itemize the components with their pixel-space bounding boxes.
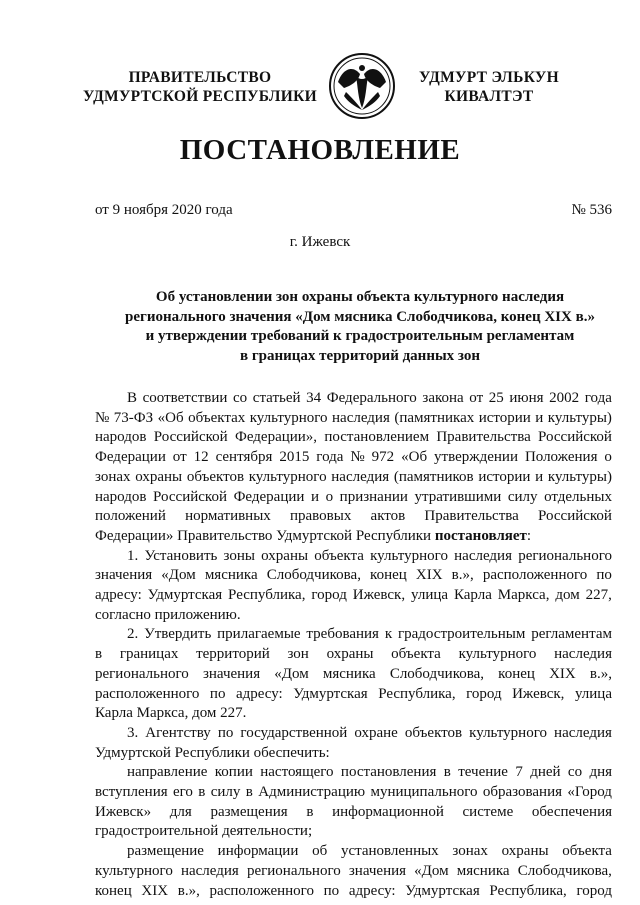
document-title: ПОСТАНОВЛЕНИЕ bbox=[179, 134, 461, 166]
body-line bbox=[95, 783, 612, 803]
body-line bbox=[95, 842, 612, 862]
document-number: № 536 bbox=[571, 202, 612, 218]
body-word: значения bbox=[202, 665, 261, 682]
body-word: город bbox=[466, 685, 502, 702]
body-word: отдельных bbox=[544, 488, 612, 505]
body-word: «Об bbox=[401, 449, 428, 466]
body-word: информационной bbox=[332, 803, 444, 820]
body-word: охраны bbox=[501, 843, 549, 860]
body-word: 1. bbox=[127, 547, 139, 564]
body-word: к bbox=[384, 626, 393, 643]
body-word: В bbox=[127, 390, 138, 406]
body-line bbox=[95, 704, 612, 724]
body-line bbox=[95, 547, 612, 567]
body-word: об bbox=[312, 843, 328, 860]
body-word: актов bbox=[370, 508, 406, 525]
body-word: истории bbox=[478, 468, 531, 485]
body-word: № bbox=[350, 449, 365, 466]
body-line bbox=[95, 685, 612, 705]
body-word: государственной bbox=[240, 724, 348, 741]
body-word: направление bbox=[127, 764, 208, 781]
body-word: охраны bbox=[135, 468, 183, 485]
body-word: XIX bbox=[415, 567, 443, 584]
body-word: народов bbox=[95, 429, 147, 446]
body-word: Утвердить bbox=[144, 626, 212, 643]
body-word: по bbox=[323, 882, 340, 899]
body-word: наследия bbox=[454, 547, 512, 564]
body-word: Администрацию bbox=[258, 784, 366, 801]
body-word: объекта bbox=[314, 547, 364, 564]
body-word: культурного bbox=[248, 468, 327, 485]
body-line bbox=[95, 606, 612, 626]
header-right-line2: КИВАЛТЭТ bbox=[444, 88, 534, 105]
body-word: требования bbox=[306, 626, 379, 643]
subject-line: Об установлении зон охраны объекта культурного наследия bbox=[155, 289, 565, 305]
body-line bbox=[95, 389, 612, 409]
government-name-udmurt bbox=[410, 68, 568, 106]
body-word: наследия bbox=[180, 862, 239, 879]
body-line bbox=[95, 409, 612, 429]
body-word: XIX bbox=[141, 882, 169, 899]
body-word: 2015 bbox=[279, 449, 310, 466]
body-word: территорий bbox=[196, 646, 270, 663]
body-word: Удмуртская bbox=[147, 587, 223, 604]
body-word: регионального bbox=[95, 665, 189, 682]
body-word: мясника bbox=[204, 567, 258, 584]
body-word: Российской bbox=[153, 429, 228, 446]
document-city: г. Ижевск bbox=[289, 234, 351, 250]
body-word: в bbox=[95, 646, 103, 663]
body-line bbox=[95, 566, 612, 586]
body-word: закона bbox=[422, 390, 464, 406]
body-word: Федерации bbox=[233, 488, 305, 505]
body-word: Слободчикова, bbox=[389, 665, 485, 682]
body-word: мясника bbox=[456, 862, 510, 879]
body-word: года bbox=[316, 449, 344, 466]
body-word: Российской bbox=[538, 429, 612, 446]
subject-line: и утверждении требований к градостроительным регламентам bbox=[145, 328, 575, 344]
body-word: постановлением bbox=[324, 429, 430, 446]
body-word: «Дом bbox=[161, 567, 196, 584]
subject-line: регионального значения «Дом мясника Слободчикова, конец XIX в.» bbox=[125, 308, 595, 325]
body-line bbox=[95, 882, 612, 902]
body-line-text: градостроительной деятельности; bbox=[95, 823, 313, 840]
body-word: значения bbox=[95, 567, 153, 584]
body-word: течение bbox=[458, 764, 508, 781]
body-line bbox=[95, 586, 612, 606]
body-word: адресу: bbox=[348, 882, 396, 899]
body-word: улица bbox=[574, 685, 612, 702]
body-word: по bbox=[596, 567, 612, 584]
body-line bbox=[95, 625, 612, 645]
body-word: зоны bbox=[223, 547, 255, 564]
body-word: 227, bbox=[585, 587, 612, 604]
body-word: года bbox=[584, 390, 612, 406]
body-word: вступления bbox=[95, 784, 168, 801]
body-word: со bbox=[233, 390, 248, 406]
body-word: зонах bbox=[95, 468, 131, 485]
body-word: от bbox=[469, 390, 484, 406]
body-word: сентября bbox=[215, 449, 273, 466]
body-word: конец bbox=[370, 567, 407, 584]
document-body bbox=[95, 389, 612, 901]
body-word: и bbox=[535, 468, 544, 485]
body-line bbox=[95, 862, 612, 882]
body-word: конец bbox=[498, 665, 535, 682]
body-word: для bbox=[169, 803, 192, 820]
body-line bbox=[95, 645, 612, 665]
body-word: правовых bbox=[290, 508, 352, 525]
header-left-line1: ПРАВИТЕЛЬСТВО bbox=[128, 69, 272, 86]
body-word: установленных bbox=[340, 843, 439, 860]
body-word: Положения bbox=[524, 449, 598, 466]
body-word: размещения bbox=[210, 803, 288, 820]
body-word: Республика, bbox=[228, 587, 306, 604]
body-word: Карла bbox=[453, 587, 492, 604]
body-word: 12 bbox=[193, 449, 209, 466]
body-word: народов bbox=[95, 488, 147, 505]
body-word: в bbox=[198, 784, 206, 801]
body-word: 2. bbox=[127, 626, 139, 643]
body-word: 34 bbox=[306, 390, 322, 406]
body-word: дом bbox=[555, 587, 580, 604]
body-word: со bbox=[567, 764, 583, 781]
body-line bbox=[95, 448, 612, 468]
body-word: наследия bbox=[554, 646, 612, 663]
body-line bbox=[95, 763, 612, 783]
header-left-line2: УДМУРТСКОЙ РЕСПУБЛИКИ bbox=[82, 88, 317, 105]
body-word: дня bbox=[589, 764, 612, 781]
body-word: Агентству bbox=[145, 724, 211, 741]
body-word: «Дом bbox=[274, 665, 309, 682]
body-word: конец bbox=[95, 882, 132, 899]
body-word: границах bbox=[119, 646, 179, 663]
body-word: № bbox=[95, 409, 110, 426]
body-word: Федерации», bbox=[234, 429, 318, 446]
body-word: силу bbox=[507, 488, 538, 505]
body-word: положений bbox=[95, 508, 166, 525]
body-word: объекта bbox=[391, 646, 441, 663]
body-word: «Об bbox=[157, 409, 184, 426]
body-word: признании bbox=[339, 488, 408, 505]
body-word: город bbox=[311, 587, 347, 604]
body-word: регламентам bbox=[531, 626, 612, 643]
body-word: в.», bbox=[451, 567, 474, 584]
body-word: 972 bbox=[371, 449, 395, 466]
body-word: Маркса, bbox=[497, 587, 550, 604]
body-word: Российской bbox=[538, 508, 612, 525]
body-word: Федерации bbox=[95, 449, 166, 466]
body-word: улица bbox=[411, 587, 449, 604]
body-line-text: Карла Маркса, дом 227. bbox=[95, 705, 247, 722]
body-word: утратившими bbox=[414, 488, 502, 505]
body-word: Слободчикова, bbox=[517, 862, 612, 879]
body-word: культурного bbox=[458, 646, 537, 663]
body-word: расположенного bbox=[209, 882, 314, 899]
body-word: информации bbox=[217, 843, 299, 860]
document-date: от 9 ноября 2020 года bbox=[95, 202, 233, 218]
body-word: мясника bbox=[322, 665, 376, 682]
body-word: культурного bbox=[249, 409, 328, 426]
body-word: регионального bbox=[246, 862, 341, 879]
body-word: июня bbox=[509, 390, 544, 406]
body-word: зонах bbox=[452, 843, 488, 860]
body-word: адресу: bbox=[235, 685, 283, 702]
body-line bbox=[95, 724, 612, 744]
body-word: в bbox=[306, 803, 314, 820]
body-word: зон bbox=[287, 646, 309, 663]
body-word: 3. bbox=[127, 724, 139, 741]
body-word: Российской bbox=[153, 488, 227, 505]
body-word: (памятниках bbox=[394, 409, 475, 426]
body-word: объектах bbox=[188, 409, 246, 426]
body-line bbox=[95, 468, 612, 488]
body-word: значения bbox=[348, 862, 407, 879]
body-word: 73-ФЗ bbox=[113, 409, 154, 426]
body-word: 7 bbox=[515, 764, 523, 781]
body-line: Федерации» Правительство Удмуртской Республики постановляет : bbox=[95, 527, 612, 547]
body-word: (памятников bbox=[393, 468, 474, 485]
body-word: копии bbox=[214, 764, 253, 781]
body-word: наследия bbox=[554, 724, 612, 741]
body-word: обеспечения bbox=[531, 803, 612, 820]
body-word: охраны bbox=[261, 547, 309, 564]
body-word: о bbox=[325, 488, 334, 505]
body-word: культуры) bbox=[547, 409, 612, 426]
body-word: «Дом bbox=[414, 862, 449, 879]
body-word: охране bbox=[354, 724, 398, 741]
body-word: наследия bbox=[332, 409, 390, 426]
body-word: «Город bbox=[567, 784, 612, 801]
body-word: город bbox=[576, 882, 612, 899]
body-word: Ижевск, bbox=[512, 685, 565, 702]
subject-line: в границах территорий данных зон bbox=[240, 347, 480, 364]
body-word: адресу: bbox=[95, 587, 142, 604]
body-word: охраны bbox=[326, 646, 374, 663]
body-word: объекта bbox=[562, 843, 612, 860]
body-word: культурного bbox=[370, 547, 448, 564]
body-word: настоящего bbox=[260, 764, 334, 781]
body-word: Удмуртская bbox=[293, 685, 368, 702]
body-word: истории bbox=[478, 409, 531, 426]
body-word: Республика, bbox=[378, 685, 456, 702]
body-word: в.», bbox=[177, 882, 200, 899]
body-word: дней bbox=[530, 764, 561, 781]
body-word: расположенного bbox=[95, 685, 200, 702]
body-word: культурного bbox=[469, 724, 547, 741]
body-word: соответствии bbox=[142, 390, 228, 406]
body-word: образования bbox=[482, 784, 562, 801]
body-word: утверждении bbox=[434, 449, 518, 466]
body-word: муниципального bbox=[370, 784, 478, 801]
body-line bbox=[95, 744, 612, 764]
body-word: в.», bbox=[589, 665, 612, 682]
body-word: силу bbox=[210, 784, 241, 801]
body-word: культурного bbox=[95, 862, 173, 879]
body-word: наследия bbox=[331, 468, 390, 485]
body-word: Правительства bbox=[436, 429, 531, 446]
government-name-russian bbox=[82, 68, 318, 106]
body-word: нормативных bbox=[185, 508, 271, 525]
body-word: и bbox=[310, 488, 320, 505]
body-word: Установить bbox=[144, 547, 218, 564]
body-word: в bbox=[245, 784, 253, 801]
body-word: его bbox=[173, 784, 193, 801]
body-word: объектов bbox=[186, 468, 245, 485]
body-word: в bbox=[443, 764, 451, 781]
body-word: XIX bbox=[549, 665, 576, 682]
body-word: Ижевск, bbox=[352, 587, 406, 604]
body-line bbox=[95, 822, 612, 842]
body-word: размещение bbox=[127, 843, 204, 860]
body-word: Ижевск» bbox=[95, 803, 152, 820]
body-word: расположенного bbox=[482, 567, 588, 584]
body-word: градостроительным bbox=[397, 626, 526, 643]
body-word: прилагаемые bbox=[217, 626, 301, 643]
document-subject bbox=[100, 288, 620, 366]
body-word: Республика, bbox=[489, 882, 567, 899]
body-word: регионального bbox=[518, 547, 612, 564]
body-line bbox=[95, 488, 612, 508]
body-line-text: Федерации» Правительство Удмуртской Республики bbox=[95, 527, 432, 544]
udmurt-coat-of-arms-icon bbox=[328, 52, 396, 120]
body-word: по bbox=[217, 724, 234, 741]
body-word: статьей bbox=[252, 390, 301, 406]
body-word: от bbox=[172, 449, 187, 466]
body-word: Федерального bbox=[326, 390, 417, 406]
body-word: по bbox=[209, 685, 226, 702]
decree-word: постановляет bbox=[434, 527, 527, 544]
body-line bbox=[95, 428, 612, 448]
body-word: постановления bbox=[340, 764, 437, 781]
body-word: и bbox=[535, 409, 544, 426]
body-line-text: Удмуртской Республики обеспечить: bbox=[95, 744, 330, 761]
header-right-line1: УДМУРТ ЭЛЬКУН bbox=[419, 69, 559, 86]
body-word: Правительства bbox=[424, 508, 519, 525]
body-word: 25 bbox=[488, 390, 504, 406]
body-word: объектов bbox=[404, 724, 463, 741]
body-word: Слободчикова, bbox=[266, 567, 361, 584]
body-word: 2002 bbox=[549, 390, 580, 406]
body-line bbox=[95, 665, 612, 685]
body-word: о bbox=[604, 449, 612, 466]
body-line bbox=[95, 507, 612, 527]
body-word: Удмуртская bbox=[405, 882, 480, 899]
body-line-text: согласно приложению. bbox=[95, 606, 241, 623]
body-line bbox=[95, 803, 612, 823]
body-word: культуры) bbox=[547, 468, 612, 485]
body-word: системе bbox=[462, 803, 514, 820]
